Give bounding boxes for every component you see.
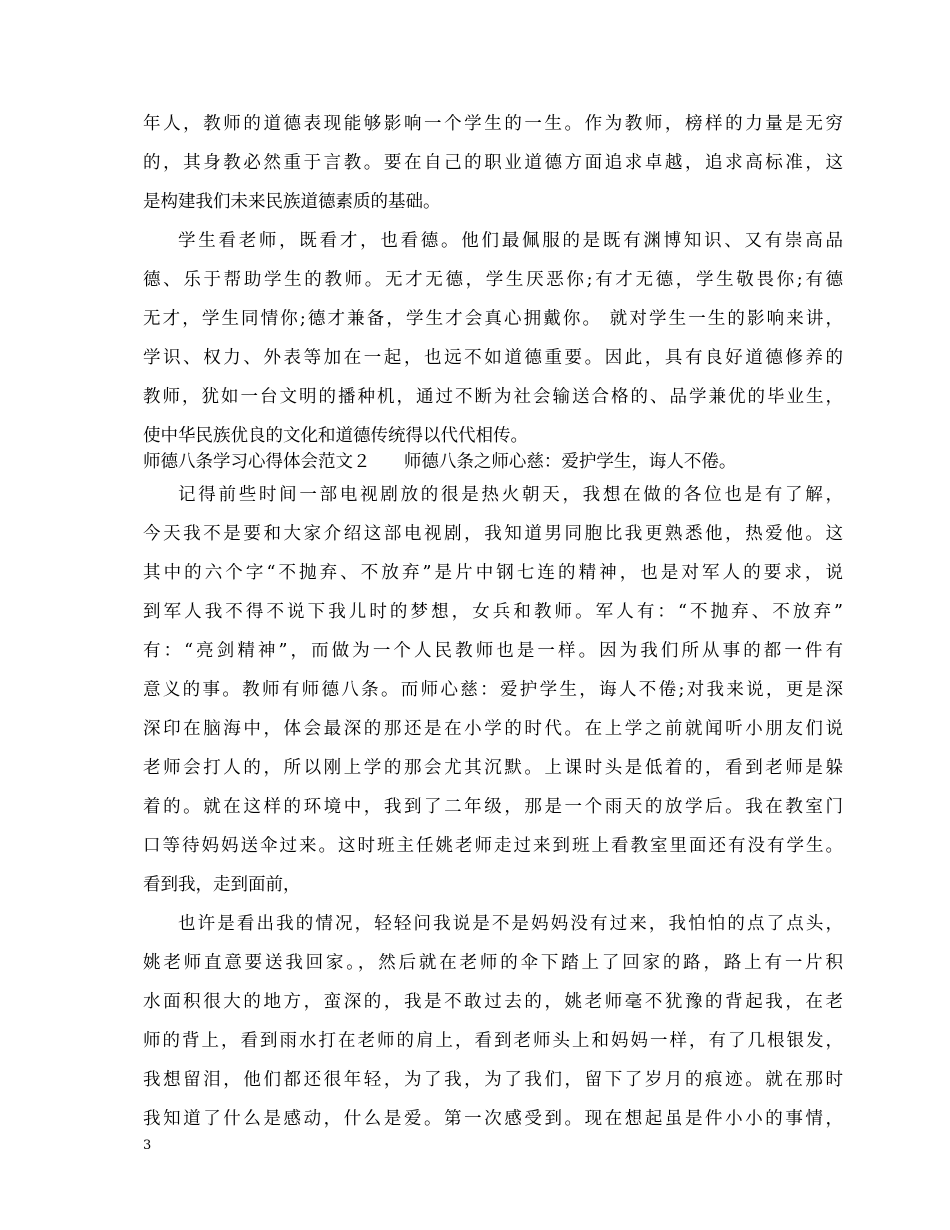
text-line: 着的。就在这样的环境中，我到了二年级，那是一个雨天的放学后。我在教室门 (143, 797, 843, 817)
text-line: 教师，犹如一台文明的播种机，通过不断为社会输送合格的、品学兼优的毕业生， (143, 387, 843, 407)
text-line: 的，其身教必然重于言教。要在自己的职业道德方面追求卓越，追求高标准，这 (143, 153, 843, 173)
text-line: 水面积很大的地方，蛮深的，我是不敢过去的，姚老师毫不犹豫的背起我，在老 (143, 992, 843, 1012)
text-line: 德、乐于帮助学生的教师。无才无德，学生厌恶你;有才无德，学生敬畏你;有德 (143, 270, 843, 290)
text-line: 学识、权力、外表等加在一起，也远不如道德重要。因此，具有良好道德修养的 (143, 348, 843, 368)
paragraph-first-line: 学生看老师，既看才，也看德。他们最佩服的是既有渊博知识、又有崇高品 (178, 231, 843, 251)
text-line: 老师会打人的，所以刚上学的那会尤其沉默。上课时头是低着的，看到老师是躲 (143, 758, 843, 778)
text-line: 无才，学生同情你;德才兼备，学生才会真心拥戴你。 就对学生一生的影响来讲， (143, 309, 843, 329)
text-line: 意义的事。教师有师德八条。而师心慈：爱护学生，诲人不倦;对我来说，更是深 (143, 680, 843, 700)
text-line: 今天我不是要和大家介绍这部电视剧，我知道男同胞比我更熟悉他，热爱他。这 (143, 524, 843, 544)
text-line: 师的背上，看到雨水打在老师的肩上，看到老师头上和妈妈一样，有了几根银发， (143, 1031, 843, 1051)
text-line: 使中华民族优良的文化和道德传统得以代代相传。 (143, 426, 528, 446)
text-line: 姚老师直意要送我回家。，然后就在老师的伞下踏上了回家的路，路上有一片积 (143, 953, 843, 973)
text-line: 看到我，走到面前， (143, 875, 301, 895)
text-line: 有：“亮剑精神”，而做为一个人民教师也是一样。因为我们所从事的都一件有 (143, 641, 843, 661)
paragraph-first-line: 记得前些时间一部电视剧放的很是热火朝天，我想在做的各位也是有了解， (178, 485, 843, 505)
text-line: 其中的六个字“不抛弃、不放弃”是片中钢七连的精神，也是对军人的要求，说 (143, 563, 843, 583)
text-line: 我想留泪，他们都还很年轻，为了我，为了我们，留下了岁月的痕迹。就在那时 (143, 1070, 843, 1090)
text-line: 深印在脑海中，体会最深的那还是在小学的时代。在上学之前就闻听小朋友们说 (143, 719, 843, 739)
text-line: 我知道了什么是感动，什么是爱。第一次感受到。现在想起虽是件小小的事情， (143, 1109, 843, 1129)
text-line: 到军人我不得不说下我儿时的梦想，女兵和教师。军人有：“不抛弃、不放弃” (143, 602, 843, 622)
paragraph-first-line: 也许是看出我的情况，轻轻问我说是不是妈妈没有过来，我怕怕的点了点头， (178, 914, 843, 934)
text-line: 是构建我们未来民族道德素质的基础。 (143, 192, 441, 212)
text-line: 口等待妈妈送伞过来。这时班主任姚老师走过来到班上看教室里面还有没有学生。 (143, 836, 843, 856)
text-line: 年人，教师的道德表现能够影响一个学生的一生。作为教师，榜样的力量是无穷 (143, 114, 843, 134)
section-heading: 师德八条学习心得体会范文２ 师德八条之师心慈：爱护学生，诲人不倦。 (143, 452, 737, 472)
page-number: 3 (143, 1138, 152, 1153)
